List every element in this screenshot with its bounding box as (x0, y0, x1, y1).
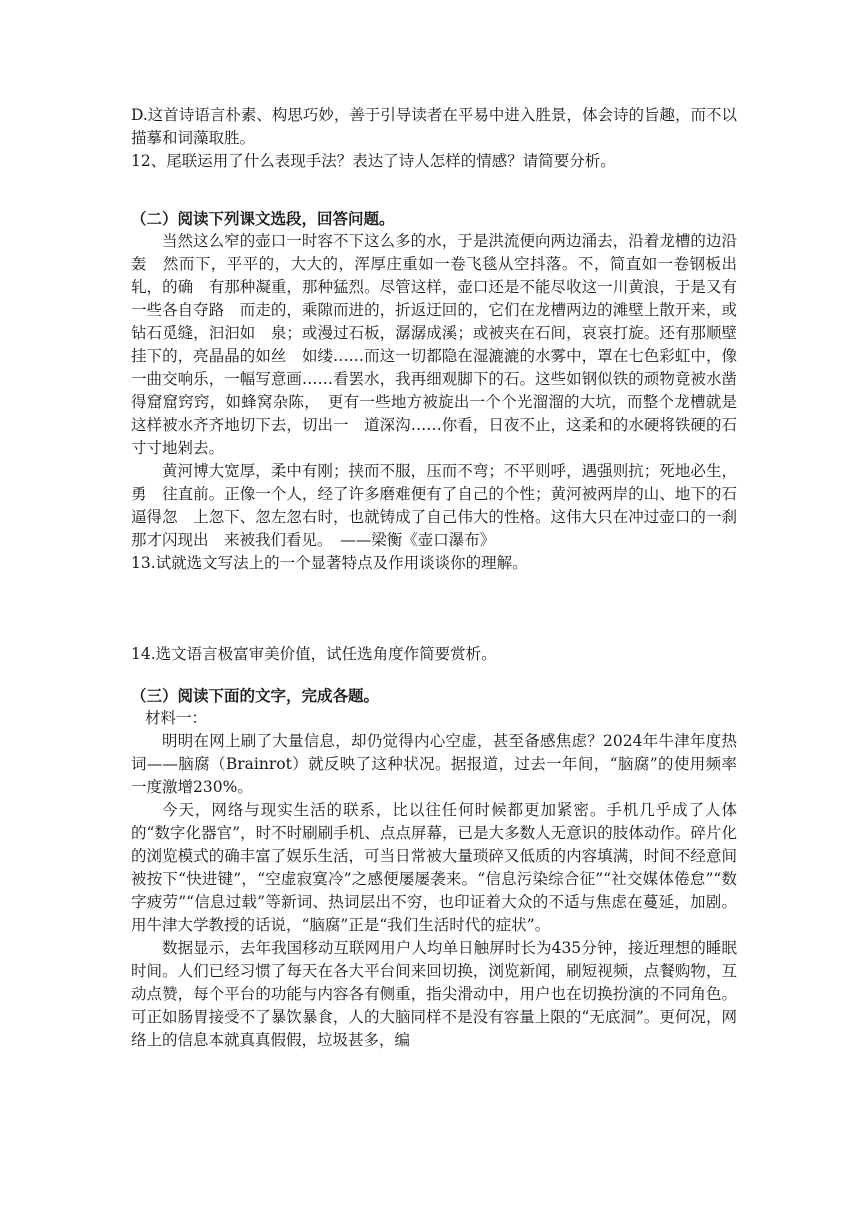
material-1-label: 材料一： (145, 709, 208, 727)
section-2-paragraph-2: 黄河博大宽厚，柔中有刚；挟而不服，压而不弯；不平则呼，遇强则抗；死地必生，勇 往直前。正像一个人，经了许多磨难便有了自己的个性；黄河被两岸的山、地下的石逼得忽 上忽下、忽左忽右时，也就铸成了自己伟大的性格。这伟大只在冲过壶口的一刹那才闪现出 来被我们看见。 ——梁衡《壶口瀑布》 (131, 462, 737, 549)
section-2-paragraph-1: 当然这么窄的壶口一时容不下这么多的水，于是洪流便向两边涌去，沿着龙槽的边沿轰 然而下，平平的，大大的，浑厚庄重如一卷飞毯从空抖落。不，简直如一卷钢板出轧，的确 有那种凝重，那种猛烈。尽管这样，壶口还是不能尽收这一川黄浪，于是又有一些各自夺路 而走的，乘隙而进的，折返迂回的，它们在龙槽两边的滩壁上散开来，或钻石觅缝，汩汩如 泉；或漫过石板，潺潺成溪；或被夹在石间，哀哀打旋。还有那顺壁挂下的，亮晶晶的如丝 如缕……而这一切都隐在湿漉漉的水雾中，罩在七色彩虹中，像一曲交响乐，一幅写意画……看罢水，我再细观脚下的石。这些如钢似铁的顽物竟被水凿得窟窟窍窍，如蜂窝杂陈， 更有一些地方被旋出一个个光溜溜的大坑，而整个龙槽就是这样被水齐齐地切下去，切出一 道深沟……你看，日夜不止，这柔和的水硬将铁硬的石寸寸地剁去。 (131, 232, 737, 457)
section-3-paragraph-3: 数据显示，去年我国移动互联网用户人均单日触屏时长为435分钟，接近理想的睡眠时间。人们已经习惯了每天在各大平台间来回切换，浏览新闻，刷短视频，点餐购物，互动点赞，每个平台的功能与内容各有侧重，指尖滑动中，用户也在切换扮演的不同角色。可正如肠胃接受不了暴饮暴食，人的大脑同样不是没有容量上限的“无底洞”。更何况，网络上的信息本就真真假假，垃圾甚多，编 (131, 939, 737, 1049)
answer-space-12 (131, 173, 737, 207)
section-3-heading: （三）阅读下面的文字，完成各题。 (131, 686, 380, 705)
answer-space-13 (131, 575, 737, 643)
question-13: 13.试就选文写法上的一个显著特点及作用谈谈你的理解。 (131, 554, 528, 572)
question-12: 12、尾联运用了什么表现手法？表达了诗人怎样的情感？请简要分析。 (131, 152, 616, 170)
document-page (131, 104, 737, 1052)
section-3-paragraph-2: 今天，网络与现实生活的联系，比以往任何时候都更加紧密。手机几乎成了人体的“数字化器官”，时不时刷刷手机、点点屏幕，已是大多数人无意识的肢体动作。碎片化的浏览模式的确丰富了娱乐生活，可当日常被大量琐碎又低质的内容填满，时间不经意间被按下“快进键”，“空虚寂寞冷”之感便屡屡袭来。“信息污染综合征”“社交媒体倦怠”“数字疲劳”“信息过载”等新词、热词层出不穷，也印证着大众的不适与焦虑在蔓延，加剧。用牛津大学教授的话说，“脑腐”正是“我们生活时代的症状”。 (131, 801, 737, 934)
question-14: 14.选文语言极富审美价值，试任选角度作简要赏析。 (131, 645, 497, 663)
section-3-paragraph-1: 明明在网上刷了大量信息，却仍觉得内心空虚，甚至备感焦虑？2024年牛津年度热词——脑腐（Brainrot）就反映了这种状况。据报道，过去一年间，“脑腐”的使用频率一度激增230%。 (131, 732, 737, 796)
section-2-heading: （二）阅读下列课文选段，回答问题。 (131, 209, 395, 228)
option-d: D.这首诗语言朴素、构思巧妙，善于引导读者在平易中进入胜景，体会诗的旨趣，而不以描摹和词藻取胜。 (131, 106, 737, 147)
answer-space-14 (131, 666, 737, 684)
